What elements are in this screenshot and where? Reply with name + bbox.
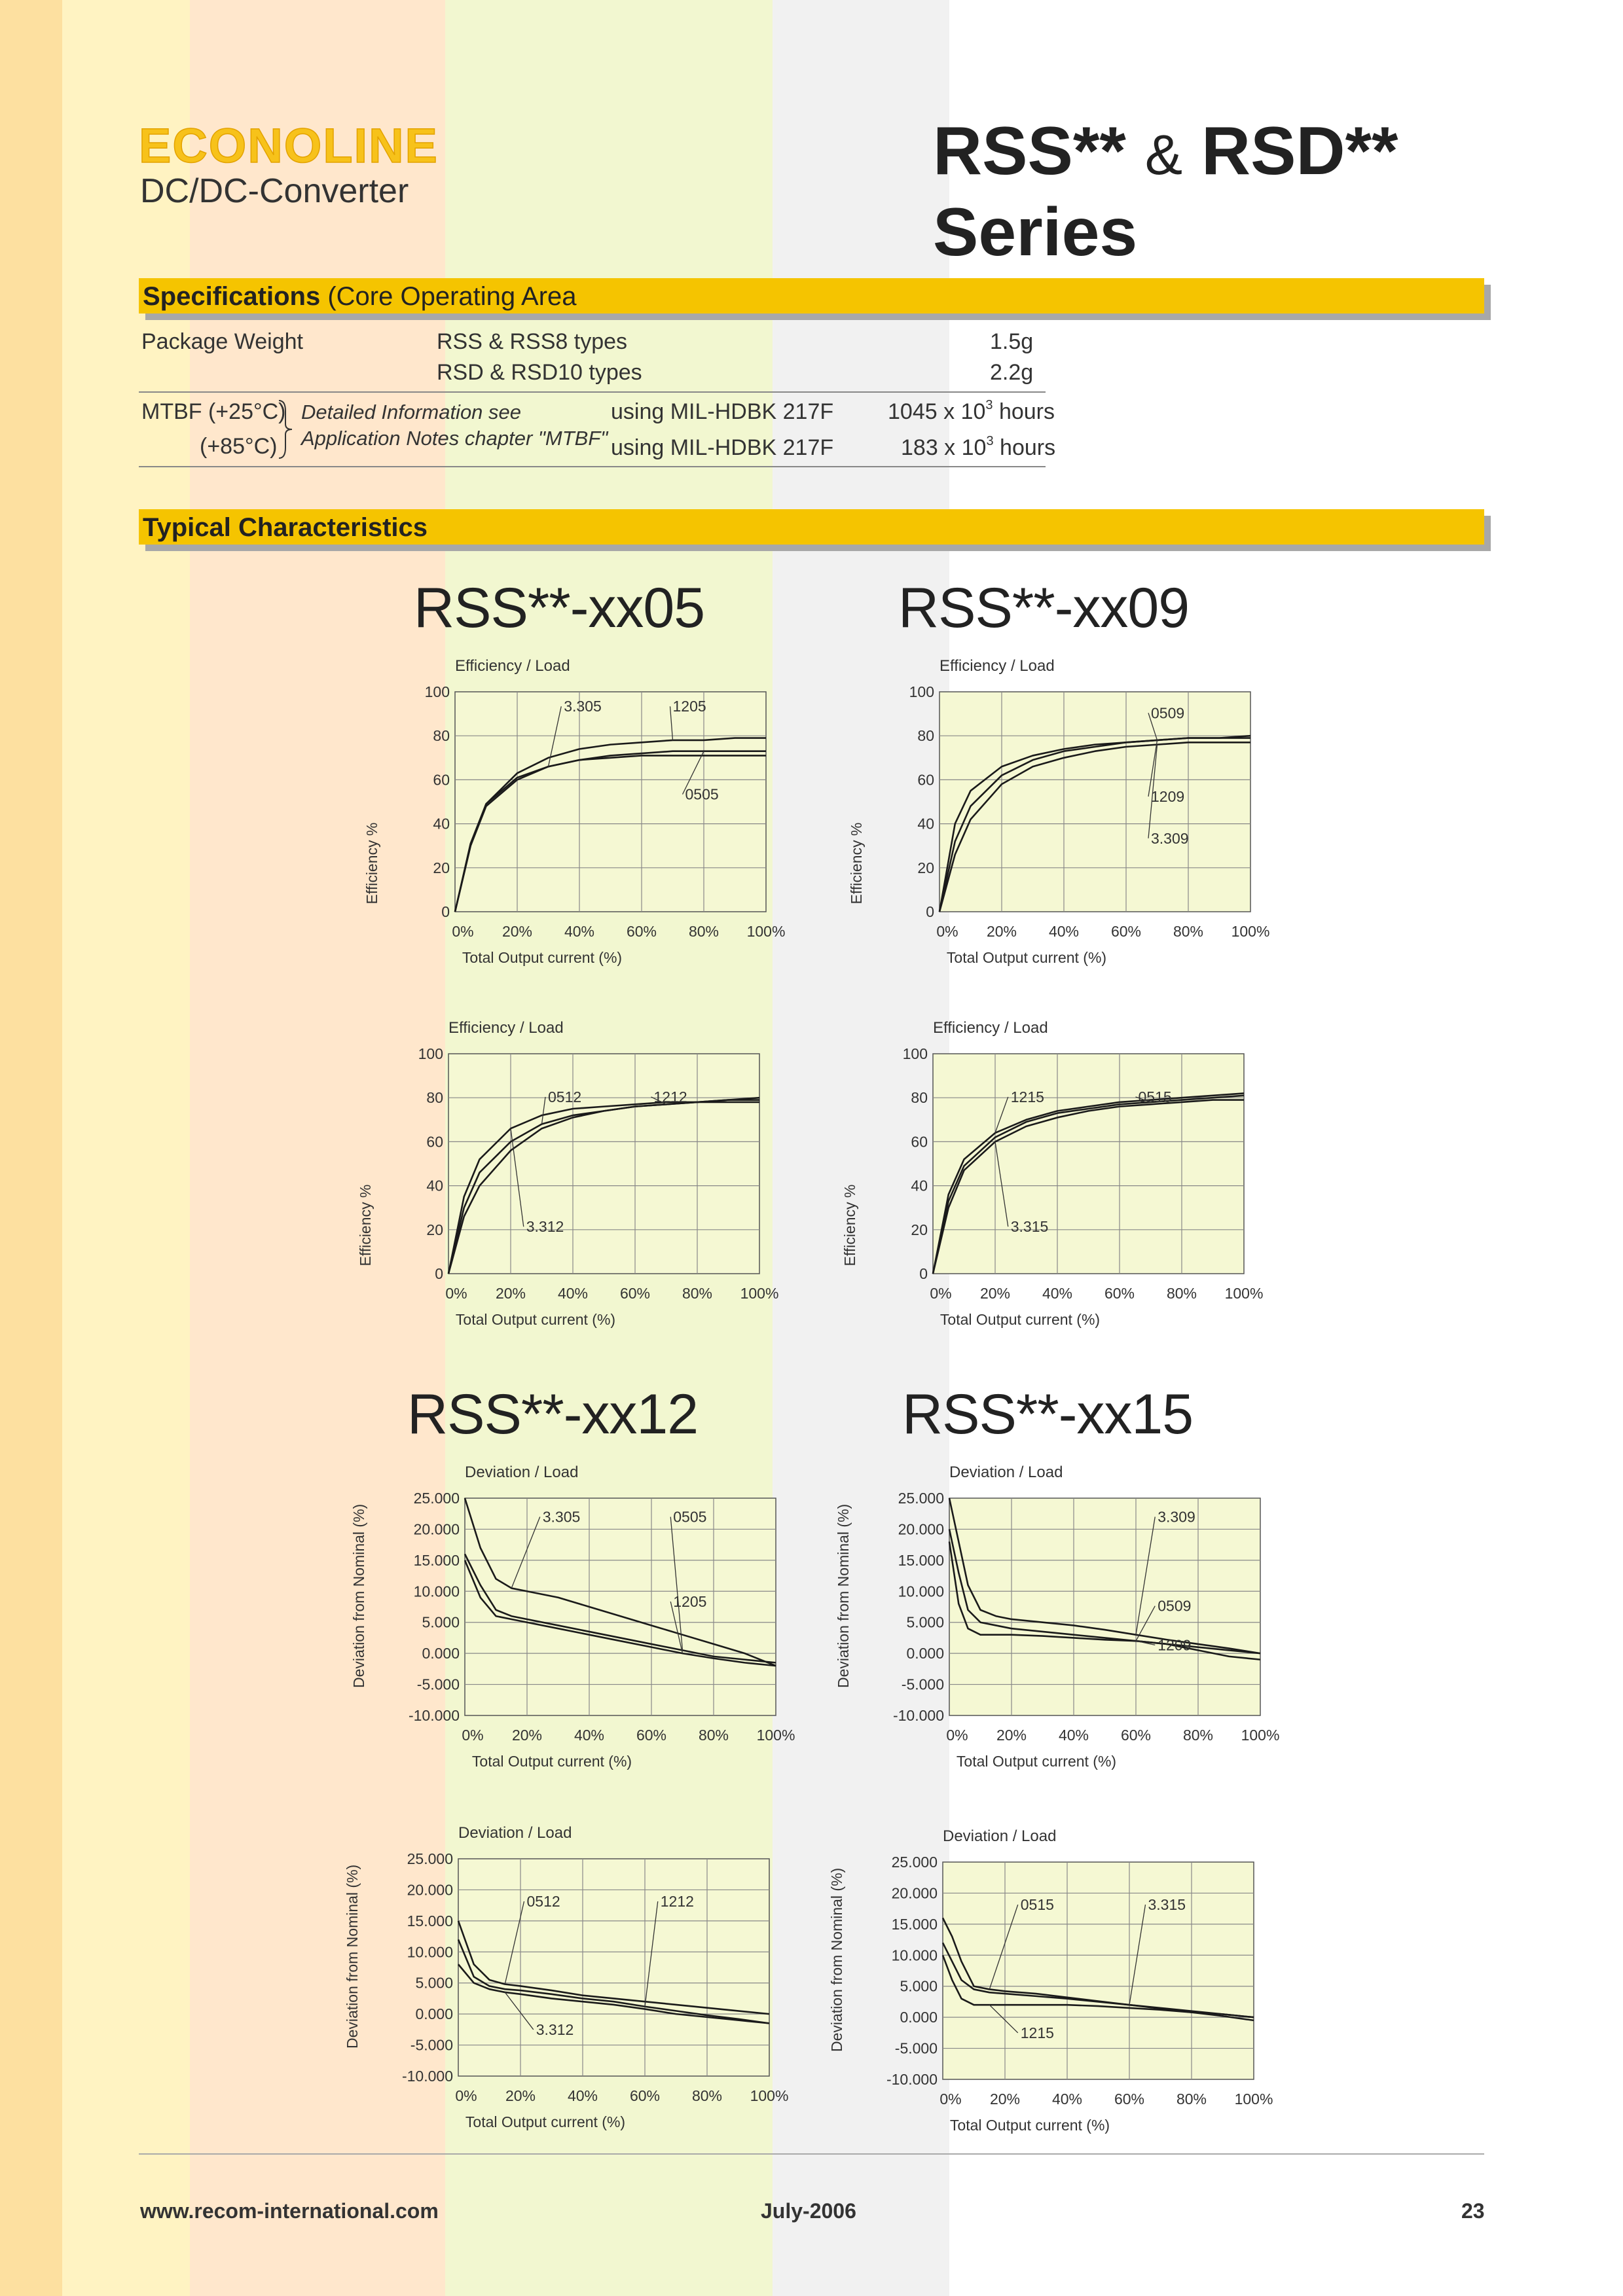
chart-title: Deviation / Load: [949, 1463, 1063, 1481]
chart-group: [350, 1463, 795, 1770]
chart-group: [848, 657, 1269, 966]
y-tick-label: 100: [909, 683, 934, 700]
brand-logo-text: ECONOLINE: [139, 118, 439, 173]
x-tick-label: 20%: [495, 1285, 526, 1302]
chart-title: Deviation / Load: [465, 1463, 579, 1481]
bg-band-orange: [0, 0, 62, 2296]
x-axis-label: Total Output current (%): [465, 2113, 626, 2130]
x-tick-label: 100%: [740, 1285, 779, 1302]
y-tick-label: 100: [424, 683, 450, 700]
specifications-bar-rest: (Core Operating Area: [327, 282, 577, 311]
y-tick-label: 25.000: [407, 1850, 453, 1867]
y-tick-label: 15.000: [413, 1551, 460, 1569]
x-tick-label: 80%: [1176, 2090, 1207, 2108]
series-title: [933, 113, 1398, 271]
x-tick-label: 0%: [930, 1285, 952, 1302]
y-tick-label: 40: [426, 1177, 443, 1194]
y-tick-label: 15.000: [898, 1551, 944, 1569]
y-tick-label: 80: [917, 727, 934, 745]
y-tick-label: 5.000: [900, 1977, 938, 1995]
plot-area: [933, 1054, 1244, 1274]
series-label: 1212: [660, 1893, 694, 1910]
y-axis-label: Deviation from Nominal (%): [828, 1867, 845, 2053]
x-tick-label: 0%: [455, 2087, 477, 2104]
chart-efficiency-xx15: [831, 1458, 1290, 1785]
y-tick-label: -10.000: [408, 1707, 460, 1724]
series-label: 3.315: [1148, 1896, 1186, 1914]
x-tick-label: 100%: [1231, 923, 1270, 940]
y-tick-label: -5.000: [894, 2039, 938, 2057]
x-tick-label: 80%: [1173, 923, 1204, 940]
plot-area: [455, 692, 766, 912]
chart-deviation-xx12: [340, 1818, 812, 2145]
weight-value-1: 1.5g: [990, 329, 1034, 354]
y-tick-label: 100: [902, 1045, 928, 1062]
specifications-bar-text: [143, 282, 577, 312]
y-tick-label: 10.000: [413, 1583, 460, 1600]
y-tick-label: 20.000: [407, 1881, 453, 1899]
mtbf-method-1: using MIL-HDBK 217F: [611, 399, 834, 424]
y-tick-label: 80: [433, 727, 450, 745]
y-tick-label: 10.000: [898, 1583, 944, 1600]
x-tick-label: 40%: [567, 2087, 598, 2104]
y-tick-label: 20: [433, 859, 450, 876]
series-label: 1212: [653, 1088, 687, 1105]
x-tick-label: 80%: [682, 1285, 713, 1302]
chart-title: Efficiency / Load: [455, 657, 570, 675]
x-tick-label: 60%: [1104, 1285, 1135, 1302]
x-tick-label: 100%: [1234, 2090, 1273, 2108]
plot-area: [943, 1862, 1254, 2079]
y-tick-label: 0: [919, 1265, 928, 1282]
plot-area: [465, 1498, 776, 1715]
x-tick-label: 40%: [1051, 2090, 1083, 2108]
weight-label: Package Weight: [141, 329, 303, 354]
section-title-xx09: RSS**-xx09: [898, 577, 1190, 639]
x-tick-label: 60%: [1110, 923, 1142, 940]
series-label: 1209: [1158, 1636, 1192, 1654]
y-axis-label: Deviation from Nominal (%): [344, 1864, 361, 2049]
x-tick-label: 60%: [1120, 1727, 1152, 1744]
y-tick-label: -5.000: [416, 1676, 460, 1693]
series-label: 3.312: [526, 1218, 564, 1236]
chart-group: [344, 1824, 788, 2130]
x-tick-label: 40%: [564, 923, 595, 940]
x-tick-label: 0%: [939, 2090, 962, 2108]
x-tick-label: 60%: [619, 1285, 651, 1302]
y-tick-label: 25.000: [413, 1490, 460, 1507]
plot-area: [949, 1498, 1260, 1715]
series-label: 3.312: [536, 2020, 574, 2038]
y-tick-label: 60: [917, 771, 934, 789]
plot-area: [458, 1859, 769, 2076]
x-axis-label: Total Output current (%): [956, 1753, 1117, 1770]
x-tick-label: 40%: [574, 1727, 605, 1744]
y-tick-label: -10.000: [886, 2071, 938, 2088]
y-tick-label: 60: [426, 1133, 443, 1151]
section-title-xx15: RSS**-xx15: [902, 1383, 1194, 1446]
y-tick-label: 5.000: [906, 1613, 944, 1631]
y-tick-label: 20.000: [898, 1520, 944, 1538]
x-tick-label: 100%: [1241, 1727, 1280, 1744]
footer-page-number: 23: [1461, 2199, 1485, 2223]
mtbf-brace-icon: [276, 398, 296, 461]
mtbf-note-1: Detailed Information see: [301, 401, 522, 423]
series-label: 3.305: [542, 1508, 581, 1526]
y-axis-label: Efficiency %: [841, 1184, 858, 1266]
series-label: 0512: [526, 1893, 560, 1910]
brand-subtitle: DC/DC-Converter: [140, 172, 409, 210]
x-tick-label: 40%: [1042, 1285, 1073, 1302]
y-tick-label: 20: [426, 1221, 443, 1238]
y-tick-label: 20: [911, 1221, 928, 1238]
x-tick-label: 100%: [750, 2087, 789, 2104]
y-tick-label: 25.000: [891, 1854, 938, 1871]
section-title-xx12: RSS**-xx12: [407, 1383, 699, 1446]
footer-date: July-2006: [761, 2199, 856, 2223]
y-axis-label: Efficiency %: [357, 1184, 374, 1266]
section-title-xx05: RSS**-xx05: [414, 577, 705, 639]
y-tick-label: 5.000: [415, 1974, 453, 1992]
series-label: 3.309: [1158, 1508, 1195, 1526]
y-tick-label: 0.000: [900, 2009, 938, 2026]
y-tick-label: 40: [433, 815, 450, 833]
chart-title: Deviation / Load: [943, 1827, 1057, 1845]
x-tick-label: 0%: [452, 923, 474, 940]
x-tick-label: 60%: [629, 2087, 661, 2104]
y-tick-label: 60: [911, 1133, 928, 1151]
mtbf-value-1: 1045 x $10^3$ hours: [888, 398, 1055, 424]
y-tick-label: 0.000: [415, 2005, 453, 2023]
x-tick-label: 80%: [691, 2087, 723, 2104]
series-part2: RSD**: [1201, 113, 1398, 189]
y-tick-label: 80: [426, 1089, 443, 1107]
mtbf-label-85: (+85°C): [200, 434, 278, 459]
specifications-bar-bold: Specifications: [143, 282, 321, 311]
x-tick-label: 20%: [501, 923, 533, 940]
y-tick-label: 0: [926, 903, 934, 920]
x-tick-label: 20%: [986, 923, 1017, 940]
chart-group: [841, 1019, 1263, 1328]
chart-deviation-xx09: [825, 1013, 1296, 1340]
mtbf-value-2: 183 x $10^3$ hours: [901, 434, 1056, 460]
x-tick-label: 80%: [698, 1727, 729, 1744]
x-tick-label: 0%: [946, 1727, 968, 1744]
y-tick-label: 5.000: [422, 1613, 460, 1631]
series-label: 0515: [1138, 1088, 1172, 1105]
y-tick-label: 0: [441, 903, 450, 920]
spec-divider: [139, 391, 1046, 393]
weight-type-1: RSS & RSS8 types: [437, 329, 628, 354]
y-tick-label: 20.000: [413, 1520, 460, 1538]
x-tick-label: 60%: [626, 923, 657, 940]
y-axis-label: Efficiency %: [363, 822, 380, 905]
series-amp: &: [1144, 124, 1183, 187]
x-tick-label: 0%: [462, 1727, 484, 1744]
mtbf-note-2: Application Notes chapter "MTBF": [301, 427, 608, 450]
y-tick-label: 40: [911, 1177, 928, 1194]
chart-group: [357, 1019, 778, 1328]
series-label: 0512: [548, 1088, 582, 1105]
x-tick-label: 60%: [1114, 2090, 1145, 2108]
series-label: 3.309: [1151, 829, 1189, 847]
y-tick-label: -10.000: [401, 2068, 453, 2085]
spec-bottom-rule: [139, 466, 1046, 467]
specifications-bar: [139, 278, 1484, 314]
y-tick-label: 20.000: [891, 1884, 938, 1902]
mtbf-method-2: using MIL-HDBK 217F: [611, 435, 834, 460]
series-label: 1205: [672, 698, 706, 715]
chart-group: [363, 657, 785, 966]
y-tick-label: -10.000: [892, 1707, 944, 1724]
weight-value-2: 2.2g: [990, 360, 1034, 385]
x-axis-label: Total Output current (%): [946, 949, 1107, 966]
series-part1: RSS**: [933, 113, 1126, 189]
y-tick-label: 0: [435, 1265, 443, 1282]
y-tick-label: -5.000: [410, 2036, 453, 2054]
weight-type-2: RSD & RSD10 types: [437, 360, 642, 385]
series-label: 0509: [1151, 704, 1185, 722]
x-tick-label: 20%: [979, 1285, 1011, 1302]
series-line2: Series: [933, 194, 1138, 270]
y-tick-label: 60: [433, 771, 450, 789]
series-label: 1205: [673, 1593, 707, 1610]
y-tick-label: -5.000: [901, 1676, 944, 1693]
y-tick-label: 10.000: [891, 1946, 938, 1964]
chart-group: [828, 1827, 1273, 2134]
series-label: 3.315: [1010, 1218, 1049, 1236]
y-tick-label: 15.000: [407, 1912, 453, 1929]
x-axis-label: Total Output current (%): [471, 1753, 632, 1770]
x-tick-label: 0%: [445, 1285, 467, 1302]
typical-characteristics-bar-text: Typical Characteristics: [143, 513, 428, 542]
footer-url[interactable]: www.recom-international.com: [140, 2199, 439, 2223]
chart-title: Efficiency / Load: [448, 1019, 564, 1037]
y-tick-label: 0.000: [422, 1645, 460, 1662]
x-tick-label: 80%: [1182, 1727, 1214, 1744]
y-tick-label: 25.000: [898, 1490, 944, 1507]
x-tick-label: 80%: [1166, 1285, 1197, 1302]
typical-characteristics-bar: [139, 509, 1484, 545]
chart-deviation-xx05: [340, 1013, 812, 1340]
y-tick-label: 100: [418, 1045, 443, 1062]
x-tick-label: 40%: [1058, 1727, 1089, 1744]
x-tick-label: 100%: [756, 1727, 795, 1744]
series-label: 0505: [685, 785, 719, 803]
series-label: 1215: [1020, 2024, 1054, 2041]
x-tick-label: 20%: [505, 2087, 536, 2104]
series-label: 0515: [1020, 1896, 1054, 1914]
y-tick-label: 15.000: [891, 1915, 938, 1933]
chart-efficiency-xx09: [831, 651, 1290, 978]
x-tick-label: 20%: [996, 1727, 1027, 1744]
x-tick-label: 20%: [511, 1727, 543, 1744]
x-tick-label: 100%: [746, 923, 786, 940]
x-tick-label: 100%: [1224, 1285, 1264, 1302]
x-axis-label: Total Output current (%): [939, 1311, 1101, 1328]
mtbf-label-25: MTBF (+25°C): [141, 399, 286, 424]
series-label: 1209: [1151, 788, 1185, 805]
series-label: 0505: [673, 1508, 707, 1526]
y-tick-label: 10.000: [407, 1943, 453, 1961]
x-tick-label: 60%: [636, 1727, 667, 1744]
chart-efficiency-xx12: [347, 1458, 805, 1785]
chart-deviation-xx15: [825, 1821, 1296, 2149]
x-tick-label: 80%: [688, 923, 720, 940]
x-tick-label: 40%: [1048, 923, 1080, 940]
y-tick-label: 0.000: [906, 1645, 944, 1662]
y-tick-label: 20: [917, 859, 934, 876]
x-tick-label: 20%: [989, 2090, 1021, 2108]
x-axis-label: Total Output current (%): [462, 949, 623, 966]
y-tick-label: 40: [917, 815, 934, 833]
x-tick-label: 0%: [936, 923, 958, 940]
chart-title: Efficiency / Load: [939, 657, 1055, 675]
chart-title: Deviation / Load: [458, 1824, 572, 1842]
y-axis-label: Deviation from Nominal (%): [350, 1503, 367, 1689]
series-label: 0509: [1158, 1597, 1192, 1615]
y-axis-label: Deviation from Nominal (%): [835, 1503, 852, 1689]
chart-efficiency-xx05: [347, 651, 805, 978]
x-axis-label: Total Output current (%): [455, 1311, 616, 1328]
y-axis-label: Efficiency %: [848, 822, 865, 905]
x-tick-label: 40%: [557, 1285, 589, 1302]
x-axis-label: Total Output current (%): [949, 2117, 1110, 2134]
y-tick-label: 80: [911, 1089, 928, 1107]
chart-title: Efficiency / Load: [933, 1019, 1048, 1037]
plot-area: [448, 1054, 759, 1274]
series-label: 1215: [1010, 1088, 1044, 1105]
footer-rule: [139, 2153, 1484, 2155]
series-label: 3.305: [564, 698, 602, 715]
chart-group: [835, 1463, 1279, 1770]
